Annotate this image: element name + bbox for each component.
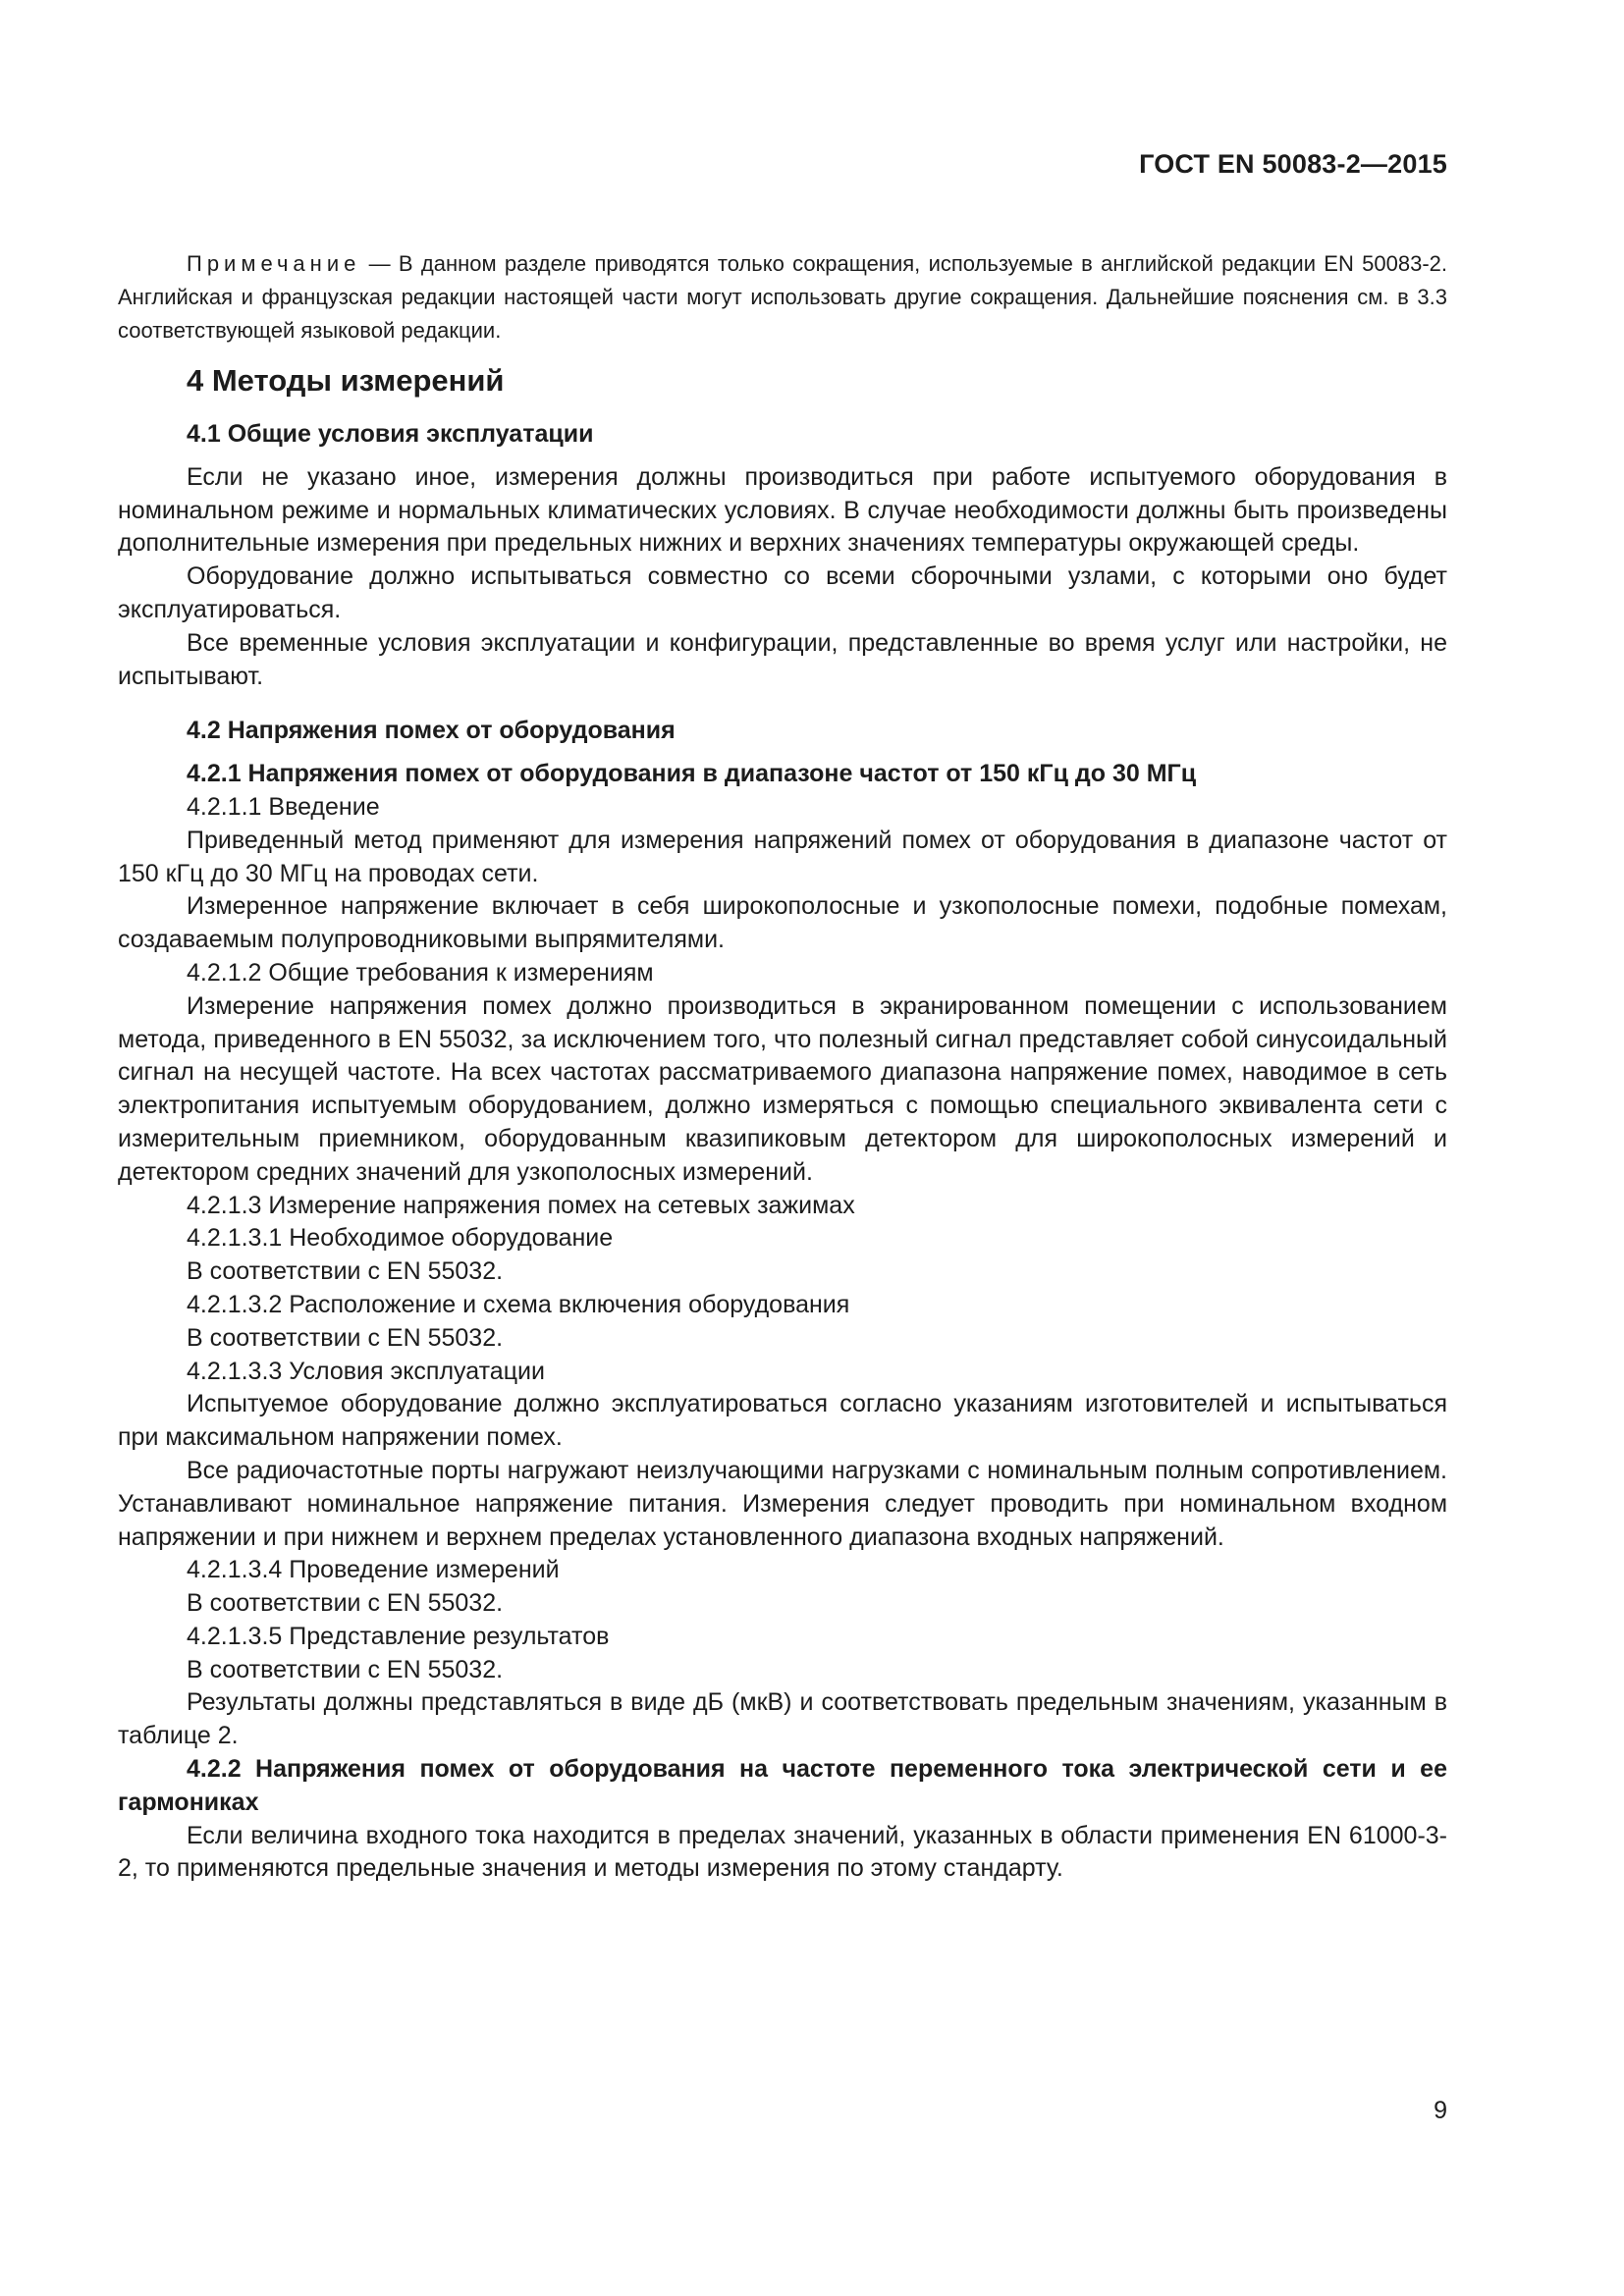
clause-text: В соответствии с EN 55032. — [187, 1655, 504, 1683]
document-page — [118, 0, 1447, 2296]
paragraph: Если не указано иное, измерения должны производиться при работе испытуемого оборудования в номинальном режиме и нормальных климатических условиях. В случае необходимости должны быть произведены дополнительные измерения при предельных нижних и верхних значениях температуры окружающей среды. — [118, 462, 1447, 558]
paragraph: Результаты должны представляться в виде дБ (мкВ) и соответствовать предельным значениям, указанным в таблице 2. — [118, 1688, 1447, 1750]
paragraph: Все временные условия эксплуатации и конфигурации, представленные во время услуг или настройки, не испытывают. — [118, 628, 1447, 690]
clause-heading: 4.2.1.3 Измерение напряжения помех на сетевых зажимах — [187, 1191, 855, 1219]
section-title: 4 Методы измерений — [187, 363, 505, 398]
subsection-title-4-2-1: 4.2.1 Напряжения помех от оборудования в диапазоне частот от 150 кГц до 30 МГц — [187, 760, 1197, 788]
clause-heading: 4.2.1.1 Введение — [187, 792, 380, 821]
page-number: 9 — [1434, 2097, 1447, 2124]
clause-heading: 4.2.1.3.4 Проведение измерений — [187, 1556, 560, 1584]
paragraph: Все радиочастотные порты нагружают неизлучающими нагрузками с номинальным полным сопротивлением. Устанавливают номинальное напряжение питания. Измерения следует проводить при номинальном входном напряжении и при нижнем и верхнем пределах установленного диапазона входных напряжений. — [118, 1456, 1447, 1551]
clause-text: В соответствии с EN 55032. — [187, 1323, 504, 1352]
note-paragraph — [118, 247, 1447, 347]
clause-heading: 4.2.1.3.2 Расположение и схема включения оборудования — [187, 1290, 850, 1318]
paragraph: Приведенный метод применяют для измерения напряжений помех от оборудования в диапазоне частот от 150 кГц до 30 МГц на проводах сети. — [118, 826, 1447, 887]
paragraph: Измерение напряжения помех должно производиться в экранированном помещении с использованием метода, приведенного в EN 55032, за исключением того, что полезный сигнал представляет собой синусоидальный сигнал на несущей частоте. На всех частотах рассматриваемого диапазона напряжение помех, наводимое в сеть электропитания испытуемым оборудованием, должно измеряться с помощью специального эквивалента сети с измерительным приемником, оборудованным квазипиковым детектором для широкополосных измерений и детектором средних значений для узкополосных измерений. — [118, 991, 1447, 1186]
subsection-title-4-2: 4.2 Напряжения помех от оборудования — [187, 717, 676, 745]
clause-heading: 4.2.1.2 Общие требования к измерениям — [187, 958, 654, 987]
clause-heading: 4.2.1.3.3 Условия эксплуатации — [187, 1357, 545, 1385]
paragraph: Оборудование должно испытываться совместно со всеми сборочными узлами, с которыми оно будет эксплуатироваться. — [118, 562, 1447, 623]
paragraph: Если величина входного тока находится в пределах значений, указанных в области применения EN 61000-3-2, то применяются предельные значения и методы измерения по этому стандарту. — [118, 1821, 1447, 1883]
subsection-title-4-1: 4.1 Общие условия эксплуатации — [187, 420, 594, 448]
clause-text: В соответствии с EN 55032. — [187, 1257, 504, 1286]
note-text: — В данном разделе приводятся только сокращения, используемые в английской редакции EN 50083-2. Английская и французская редакции настоящей части могут использовать другие сокращения. Дальнейшие пояснения см. в 3.3 соответствующей языковой редакции. — [118, 251, 1447, 343]
clause-heading: 4.2.1.3.5 Представление результатов — [187, 1622, 610, 1650]
body-text — [118, 361, 1447, 1886]
standard-code-header: ГОСТ EN 50083-2—2015 — [1139, 149, 1447, 179]
paragraph: Измеренное напряжение включает в себя широкополосные и узкополосные помехи, подобные помехам, создаваемым полупроводниковыми выпрямителями. — [118, 892, 1447, 954]
note-label: Примечание — [187, 251, 361, 276]
clause-heading: 4.2.1.3.1 Необходимое оборудование — [187, 1224, 614, 1253]
paragraph: Испытуемое оборудование должно эксплуатироваться согласно указаниям изготовителей и испытываться при максимальном напряжении помех. — [118, 1390, 1447, 1452]
clause-text: В соответствии с EN 55032. — [187, 1589, 504, 1618]
subsection-title-4-2-2: 4.2.2 Напряжения помех от оборудования на частоте переменного тока электрической сети и ее гармониках — [118, 1755, 1447, 1816]
